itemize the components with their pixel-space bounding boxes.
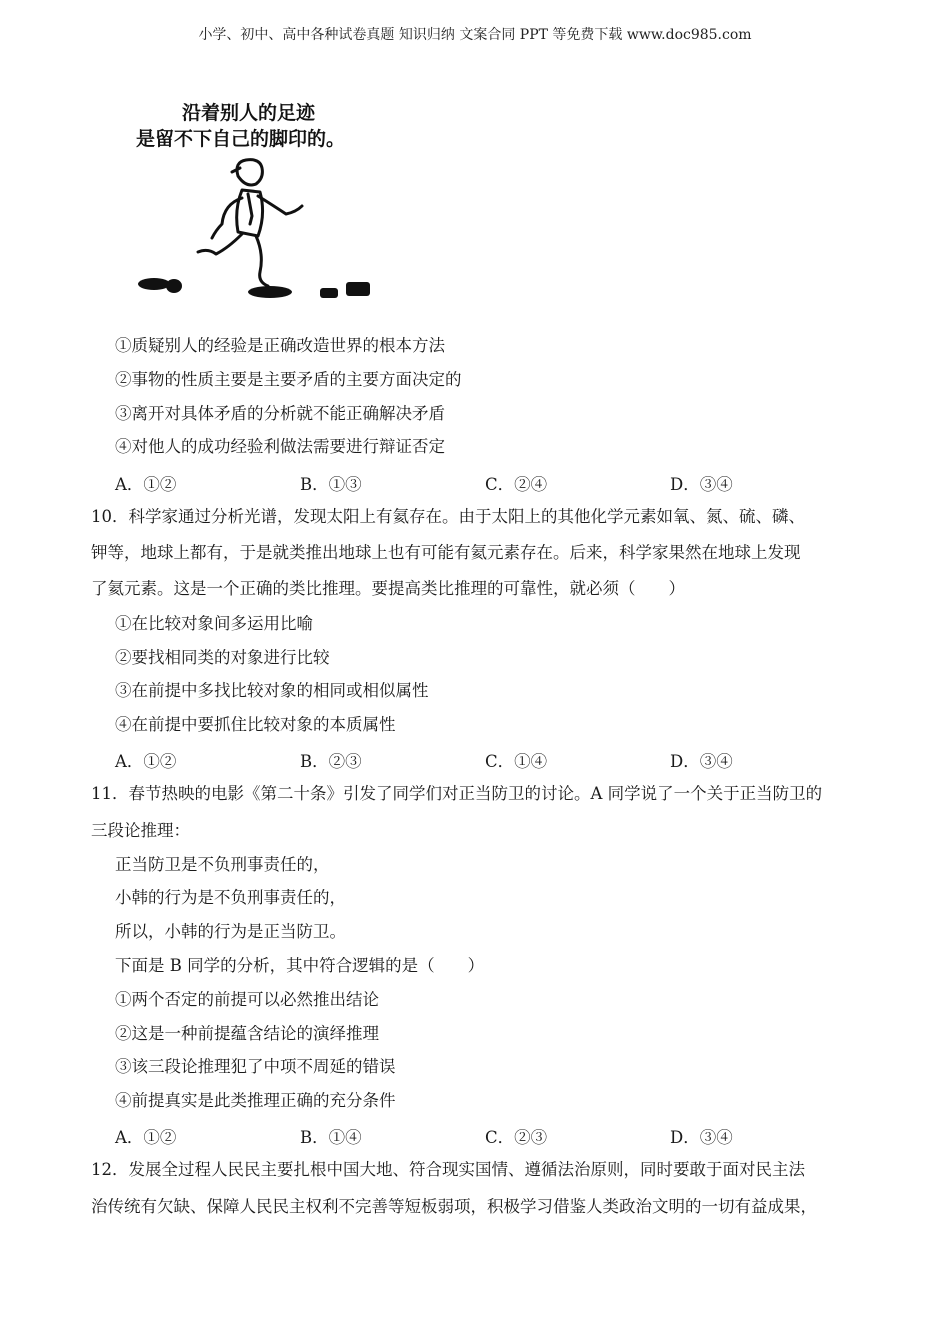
q9-item: ④对他人的成功经验利做法需要进行辩证否定 [115,437,445,456]
q11-prompt: 下面是 B 同学的分析，其中符合逻辑的是（ ） [115,956,485,975]
q11-item: ③该三段论推理犯了中项不周延的错误 [115,1057,396,1076]
q10-option-d[interactable]: D．③④ [670,752,733,771]
q11-item: ①两个否定的前提可以必然推出结论 [115,990,379,1009]
cartoon-caption-line: 是留不下自己的脚印的。 [136,128,346,150]
q11-stem-line: 11．春节热映的电影《第二十条》引发了同学们对正当防卫的讨论。A 同学说了一个关于正当防卫的 [91,784,823,803]
q10-option-c[interactable]: C．①④ [485,752,548,771]
q9-item: ②事物的性质主要是主要矛盾的主要方面决定的 [115,370,462,389]
q11-syllogism-line: 小韩的行为是不负刑事责任的， [115,888,346,907]
q9-option-c[interactable]: C．②④ [485,475,548,494]
q11-item: ②这是一种前提蕴含结论的演绎推理 [115,1024,379,1043]
q10-stem-line: 钾等，地球上都有，于是就类推出地球上也有可能有氦元素存在。后来，科学家果然在地球上发现 [91,543,801,562]
q11-option-b[interactable]: B．①④ [300,1128,362,1147]
q10-item: ④在前提中要抓住比较对象的本质属性 [115,715,396,734]
q9-item: ③离开对具体矛盾的分析就不能正确解决矛盾 [115,404,445,423]
q12-stem-line: 治传统有欠缺、保障人民民主权利不完善等短板弱项，积极学习借鉴人类政治文明的一切有益成果， [91,1197,817,1216]
q11-option-c[interactable]: C．②③ [485,1128,548,1147]
q9-option-a[interactable]: A．①② [115,475,177,494]
q11-item: ④前提真实是此类推理正确的充分条件 [115,1091,396,1110]
q11-option-a[interactable]: A．①② [115,1128,177,1147]
q11-syllogism-line: 所以，小韩的行为是正当防卫。 [115,922,346,941]
q10-stem-line: 了氦元素。这是一个正确的类比推理。要提高类比推理的可靠性，就必须（ ） [91,579,685,598]
q11-option-d[interactable]: D．③④ [670,1128,733,1147]
cartoon-illustration [130,98,400,308]
q12-stem-line: 12．发展全过程人民民主要扎根中国大地、符合现实国情、遵循法治原则，同时要敢于面对民主法 [91,1160,805,1179]
q11-stem-line: 三段论推理： [91,821,190,840]
cartoon-caption-line: 沿着别人的足迹 [182,102,316,124]
q10-item: ③在前提中多找比较对象的相同或相似属性 [115,681,429,700]
q10-option-b[interactable]: B．②③ [300,752,362,771]
q10-option-a[interactable]: A．①② [115,752,177,771]
q10-stem-line: 10．科学家通过分析光谱，发现太阳上有氦存在。由于太阳上的其他化学元素如氧、氮、硫、磷、 [91,507,805,526]
q9-option-b[interactable]: B．①③ [300,475,362,494]
q10-item: ①在比较对象间多运用比喻 [115,614,313,633]
q11-syllogism-line: 正当防卫是不负刑事责任的， [115,855,330,874]
q10-item: ②要找相同类的对象进行比较 [115,648,330,667]
q9-item: ①质疑别人的经验是正确改造世界的根本方法 [115,336,445,355]
q9-option-d[interactable]: D．③④ [670,475,733,494]
running-man-drawing [130,98,400,308]
page-header: 小学、初中、高中各种试卷真题 知识归纳 文案合同 PPT 等免费下载 www.doc985.com [198,27,752,43]
